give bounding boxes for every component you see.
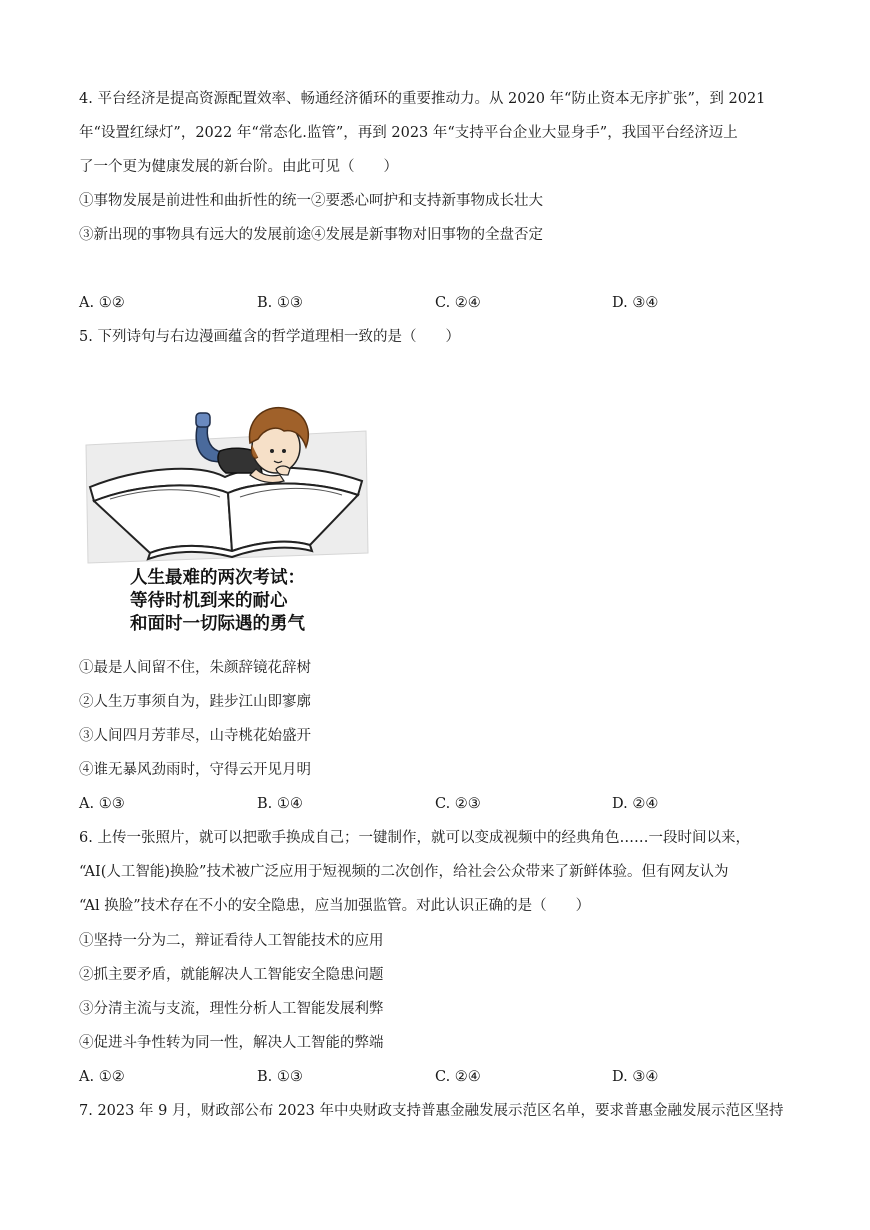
q6-option-a[interactable]: A. ①② <box>79 1069 125 1085</box>
q4-option-c[interactable]: C. ②④ <box>435 295 481 311</box>
q6-statement-1: ①坚持一分为二，辩证看待人工智能技术的应用 <box>79 933 384 949</box>
q5-option-d[interactable]: D. ②④ <box>612 796 659 812</box>
q5-option-c[interactable]: C. ②③ <box>435 796 481 812</box>
comic-caption-line-1: 人生最难的两次考试： <box>130 568 305 588</box>
q5-option-a[interactable]: A. ①③ <box>79 796 125 812</box>
q4-stem-line-2: 年“设置红绿灯”，2022 年“常态化.监管”，再到 2023 年“支持平台企业大显身手”，我国平台经济迈上 <box>79 125 738 141</box>
q5-option-b[interactable]: B. ①④ <box>257 796 303 812</box>
q4-statement-line-2: ③新出现的事物具有远大的发展前途④发展是新事物对旧事物的全盘否定 <box>79 227 543 243</box>
comic-caption-line-2: 等待时机到来的耐心 <box>130 591 288 611</box>
q6-stem-line-1: 6. 上传一张照片，就可以把歌手换成自己；一键制作，就可以变成视频中的经典角色……一段时间以来， <box>79 830 750 846</box>
q6-statement-2: ②抓主要矛盾，就能解决人工智能安全隐患问题 <box>79 967 384 983</box>
q6-statement-3: ③分清主流与支流，理性分析人工智能发展利弊 <box>79 1001 384 1017</box>
q4-stem-line-3: 了一个更为健康发展的新台阶。由此可见（ ） <box>79 159 398 175</box>
q5-statement-4: ④谁无暴风劲雨时，守得云开见月明 <box>79 762 311 778</box>
q5-statement-2: ②人生万事须自为，跬步江山即寥廓 <box>79 694 311 710</box>
q4-option-a[interactable]: A. ①② <box>79 295 125 311</box>
comic-caption-line-3: 和面时一切际遇的勇气 <box>130 614 305 634</box>
q6-stem-line-2: “AI(人工智能)换脸”技术被广泛应用于短视频的二次创作，给社会公众带来了新鲜体验。但有网友认为 <box>79 864 729 880</box>
q6-stem-line-3: “Al 换脸”技术存在不小的安全隐患，应当加强监管。对此认识正确的是（ ） <box>79 898 591 914</box>
q4-option-b[interactable]: B. ①③ <box>257 295 303 311</box>
q5-stem: 5. 下列诗句与右边漫画蕴含的哲学道理相一致的是（ ） <box>79 329 460 345</box>
q6-option-d[interactable]: D. ③④ <box>612 1069 659 1085</box>
q6-option-b[interactable]: B. ①③ <box>257 1069 303 1085</box>
q4-statement-line-1: ①事物发展是前进性和曲折性的统一②要悉心呵护和支持新事物成长壮大 <box>79 193 543 209</box>
q5-statement-3: ③人间四月芳菲尽，山寺桃花始盛开 <box>79 728 311 744</box>
q7-stem: 7. 2023 年 9 月，财政部公布 2023 年中央财政支持普惠金融发展示范区名单，要求普惠金融发展示范区坚持 <box>79 1103 784 1119</box>
q4-stem-line-1: 4. 平台经济是提高资源配置效率、畅通经济循环的重要推动力。从 2020 年“防止资本无序扩张”，到 2021 <box>79 91 766 107</box>
q6-statement-4: ④促进斗争性转为同一性，解决人工智能的弊端 <box>79 1035 384 1051</box>
q5-statement-1: ①最是人间留不住，朱颜辞镜花辞树 <box>79 660 311 676</box>
q4-option-d[interactable]: D. ③④ <box>612 295 659 311</box>
q6-option-c[interactable]: C. ②④ <box>435 1069 481 1085</box>
